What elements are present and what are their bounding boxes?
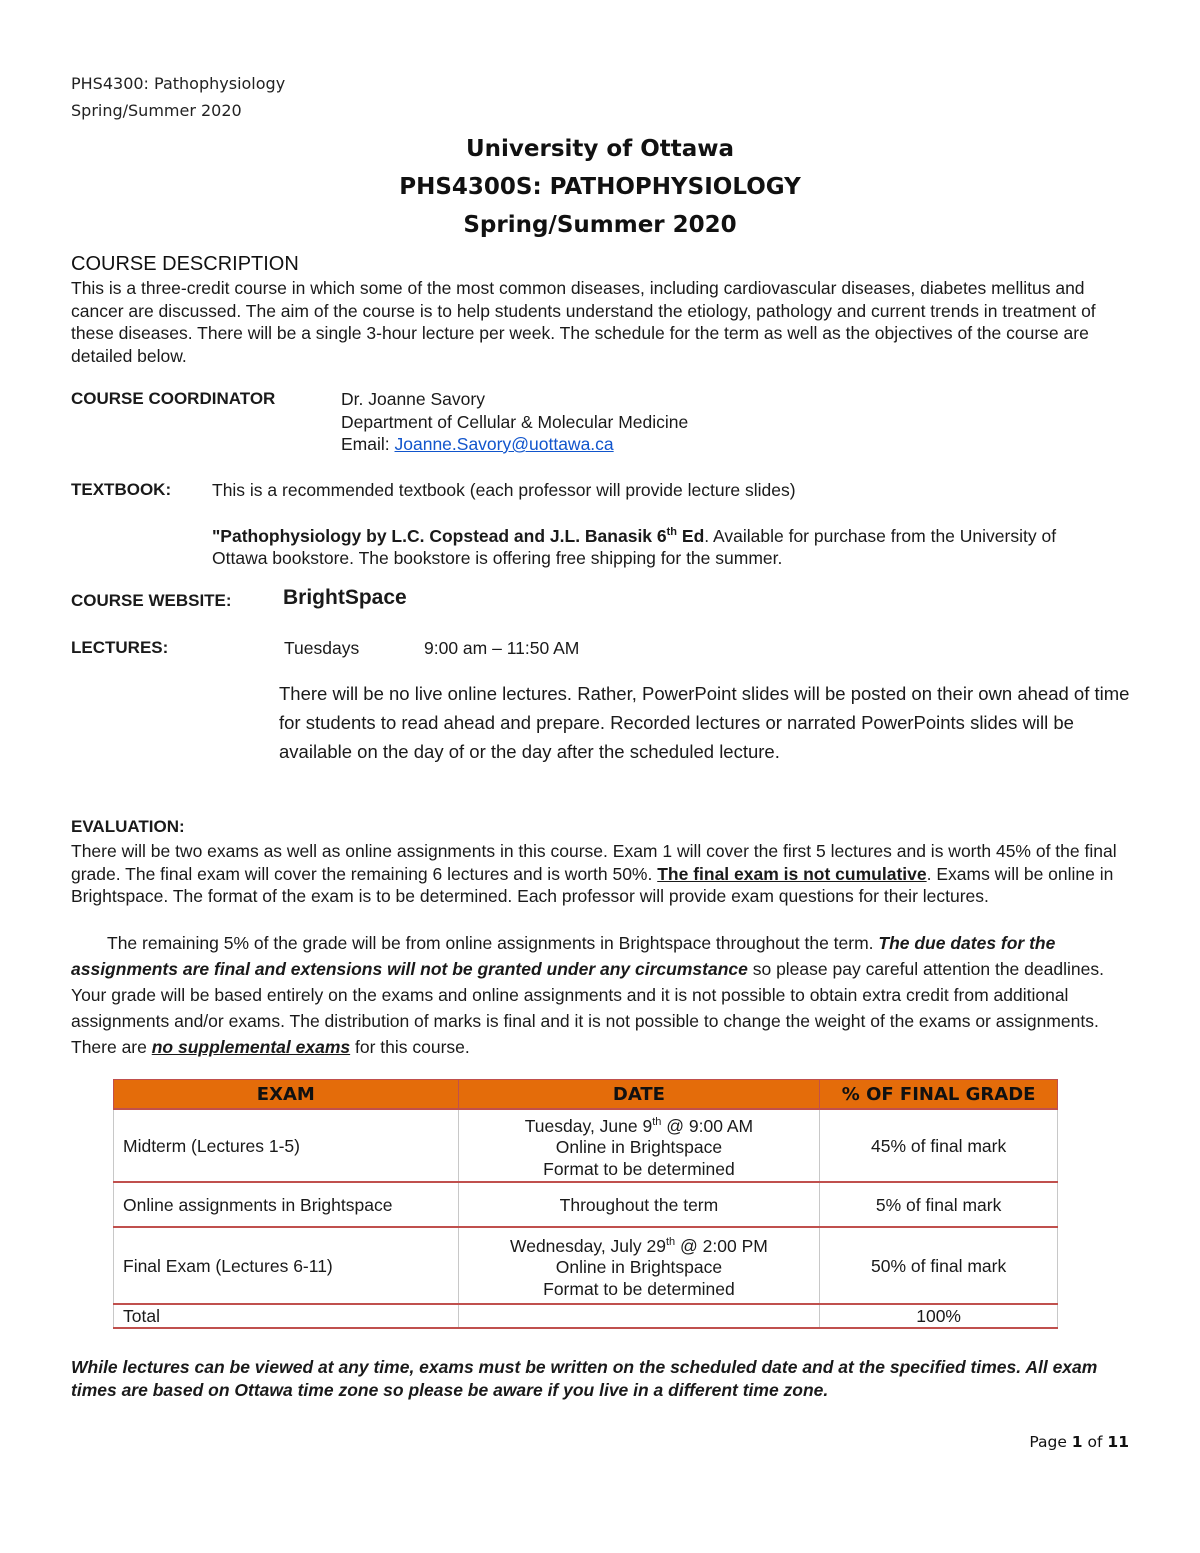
grade-table-header: [114, 1080, 1058, 1110]
due-dates-warning: The due dates for the assignments are final and extensions will not be granted under any circumstance: [71, 933, 1056, 979]
coordinator-name: Dr. Joanne Savory: [341, 389, 485, 409]
header-date: DATE: [458, 1080, 820, 1110]
header-grade: % OF FINAL GRADE: [820, 1080, 1058, 1110]
website-value: BrightSpace: [283, 586, 407, 609]
grade-cell: 100%: [820, 1304, 1058, 1328]
textbook-intro: This is a recommended textbook (each professor will provide lecture slides): [212, 480, 796, 500]
coordinator-email-link[interactable]: Joanne.Savory@uottawa.ca: [394, 434, 614, 454]
university-title: University of Ottawa: [465, 136, 735, 162]
header-exam: EXAM: [114, 1080, 459, 1110]
evaluation-heading: EVALUATION:: [71, 817, 185, 836]
grade-table: [113, 1079, 1058, 1329]
table-row: [114, 1182, 1058, 1227]
running-header-course: PHS4300: Pathophysiology: [71, 74, 286, 93]
website-label: COURSE WEBSITE:: [71, 591, 232, 610]
date-cell: Wednesday, July 29th @ 2:00 PM Online in Brightspace Format to be determined: [458, 1227, 820, 1304]
not-cumulative-note: The final exam is not cumulative: [657, 863, 927, 884]
evaluation-paragraph-2: The remaining 5% of the grade will be from online assignments in Brightspace throughout the term. The due dates for the assignments are final and extensions will not be granted under any circumstance so please pay careful attention the deadlines. Your grade will be based entirely on the exams and online assignments and it is not possible to obtain extra credit from additional assignments and/or exams. The distribution of marks is final and it is not possible to change the weight of the exams or assignments. There are no supplemental exams for this course.: [71, 933, 1104, 1057]
page-number: Page 1 of 11: [1029, 1433, 1129, 1451]
lectures-day: Tuesdays: [284, 638, 360, 658]
date-cell: Throughout the term: [458, 1182, 820, 1227]
grade-cell: 45% of final mark: [820, 1109, 1058, 1182]
textbook-reference: [212, 521, 1112, 570]
exam-cell: Online assignments in Brightspace: [114, 1182, 459, 1227]
textbook-availability: . Available for purchase from the University of Ottawa bookstore. The bookstore is offering free shipping for the summer.: [212, 525, 1057, 569]
exam-timing-note: While lectures can be viewed at any time, exams must be written on the scheduled date and at the specified times. All exam times are based on Ottawa time zone so please be aware if you live in a different time zone.: [71, 1357, 1098, 1400]
term-title: Spring/Summer 2020: [463, 212, 737, 238]
table-row: [114, 1227, 1058, 1304]
evaluation-paragraph-1: There will be two exams as well as online assignments in this course. Exam 1 will cover the first 5 lectures and is worth 45% of the final grade. The final exam will cover the remaining 6 lectures and is worth 50%. The final exam is not cumulative. Exams will be online in Brightspace. The format of the exam is to be determined. Each professor will provide exam questions for their lectures.: [71, 841, 1117, 906]
no-supplemental-note: no supplemental exams: [151, 1037, 351, 1057]
table-row: [114, 1109, 1058, 1182]
table-row-total: [114, 1304, 1058, 1328]
course-title: PHS4300S: PATHOPHYSIOLOGY: [399, 174, 801, 200]
coordinator-email-line: [341, 433, 614, 456]
coordinator-department: Department of Cellular & Molecular Medicine: [341, 412, 689, 432]
course-description-heading: COURSE DESCRIPTION: [71, 253, 299, 275]
email-label: Email:: [341, 434, 390, 454]
textbook-title: "Pathophysiology by L.C. Copstead and J.L. Banasik 6th Ed: [212, 525, 705, 546]
grade-cell: 5% of final mark: [820, 1182, 1058, 1227]
coordinator-label: COURSE COORDINATOR: [71, 389, 276, 408]
exam-cell: Total: [114, 1304, 459, 1328]
textbook-label: TEXTBOOK:: [71, 480, 172, 499]
date-cell: [458, 1304, 820, 1328]
grade-cell: 50% of final mark: [820, 1227, 1058, 1304]
exam-cell: Midterm (Lectures 1-5): [114, 1109, 459, 1182]
exam-cell: Final Exam (Lectures 6-11): [114, 1227, 459, 1304]
running-header-term: Spring/Summer 2020: [71, 101, 242, 120]
date-cell: Tuesday, June 9th @ 9:00 AM Online in Brightspace Format to be determined: [458, 1109, 820, 1182]
lectures-note: There will be no live online lectures. Rather, PowerPoint slides will be posted on their own ahead of time for students to read ahead and prepare. Recorded lectures or narrated PowerPoints slides will be available on the day of or the day after the scheduled lecture.: [279, 683, 1130, 762]
lectures-time: 9:00 am – 11:50 AM: [424, 638, 580, 658]
lectures-label: LECTURES:: [71, 638, 169, 657]
course-description-text: This is a three-credit course in which some of the most common diseases, including cardiovascular diseases, diabetes mellitus and cancer are discussed. The aim of the course is to help students understand the etiology, pathology and current trends in treatment of these diseases. There will be a single 3-hour lecture per week. The schedule for the term as well as the objectives of the course are detailed below.: [71, 278, 1096, 366]
